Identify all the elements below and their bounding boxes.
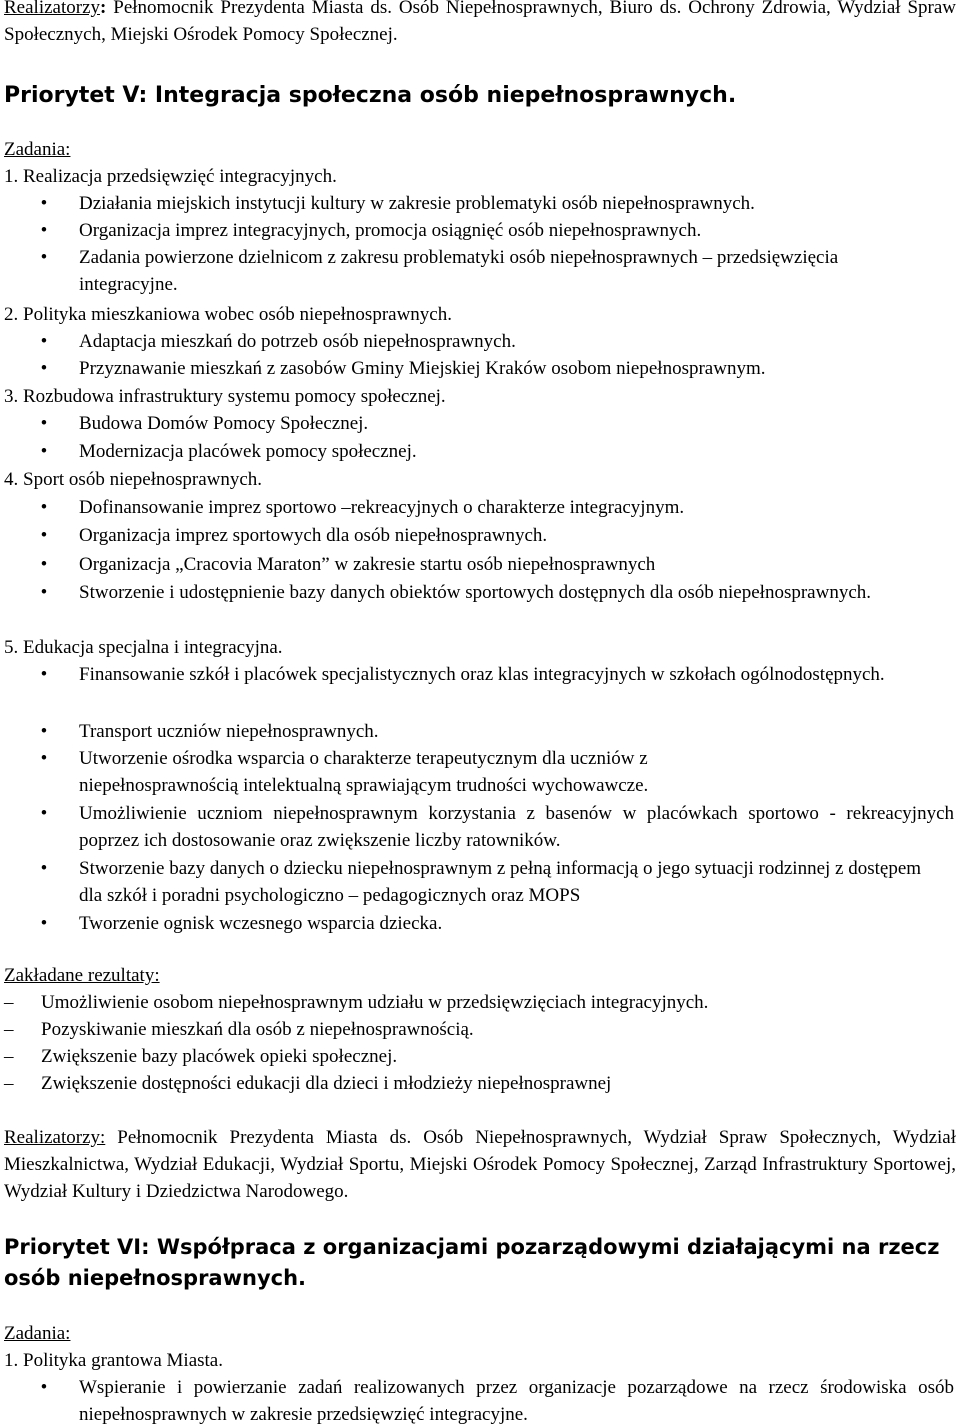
priority-5-title: Priorytet V: Integracja społeczna osób niepełnosprawnych.	[4, 83, 737, 108]
task-2-title: 2. Polityka mieszkaniowa wobec osób niepełnosprawnych.	[4, 304, 452, 325]
realizatorzy-label: Realizatorzy:	[4, 1127, 106, 1148]
priority-6-title: Priorytet VI: Współpraca z organizacjami pozarządowymi działającymi na rzecz osób niepełnosprawnych.	[4, 1235, 940, 1290]
priority-6-task-1-title: 1. Polityka grantowa Miasta.	[4, 1350, 223, 1371]
priority-5-zadania-label: Zadania:	[4, 139, 71, 160]
bullet-icon: •	[40, 1377, 48, 1398]
priority-6-zadania-label: Zadania:	[4, 1323, 71, 1344]
task-5-item-4: Umożliwienie uczniom niepełnosprawnym korzystania z basenów w placówkach sportowo - rekreacyjnych poprzez ich dostosowanie oraz zwiększenie liczby ratowników.	[79, 803, 954, 851]
bullet-icon: •	[40, 525, 48, 546]
task-4-item-2: Organizacja imprez sportowych dla osób niepełnosprawnych.	[79, 525, 548, 546]
task-5-item-6: Tworzenie ognisk wczesnego wsparcia dziecka.	[79, 913, 443, 934]
bullet-icon: •	[40, 858, 48, 879]
task-1-item-1: Działania miejskich instytucji kultury w zakresie problematyki osób niepełnosprawnych.	[79, 193, 755, 214]
bullet-icon: •	[40, 497, 48, 518]
task-5-item-5: Stworzenie bazy danych o dziecku niepełnosprawnym z pełną informacją o jego sytuacji rodzinnej z dostępem dla szkół i poradni psychologiczno – pedagogicznych oraz MOPS	[79, 858, 922, 906]
dash-icon: –	[4, 1019, 14, 1040]
bullet-icon: •	[40, 554, 48, 575]
task-1-title: 1. Realizacja przedsięwzięć integracyjnych.	[4, 166, 337, 187]
task-4-item-4: Stworzenie i udostępnienie bazy danych obiektów sportowych dostępnych dla osób niepełnosprawnych.	[79, 582, 872, 603]
bullet-icon: •	[40, 193, 48, 214]
task-4-title: 4. Sport osób niepełnosprawnych.	[4, 469, 263, 490]
task-3-title: 3. Rozbudowa infrastruktury systemu pomocy społecznej.	[4, 386, 446, 407]
rezultaty-label: Zakładane rezultaty:	[4, 965, 160, 986]
priority-6-task-1-item-1: Wspieranie i powierzanie zadań realizowanych przez organizacje pozarządowe na rzecz środowiska osób niepełnosprawnych w zakresie przedsięwzięć integracyjne.	[79, 1377, 954, 1425]
bullet-icon: •	[40, 582, 48, 603]
dash-icon: –	[4, 1046, 14, 1067]
top-realizatorzy-paragraph: Realizatorzy: Pełnomocnik Prezydenta Miasta ds. Osób Niepełnosprawnych, Biuro ds. Ochrony Zdrowia, Wydział Spraw Społecznych, Miejski Ośrodek Pomocy Społecznej.	[4, 0, 956, 48]
task-4-item-3: Organizacja „Cracovia Maraton” w zakresie startu osób niepełnosprawnych	[79, 554, 656, 575]
realizatorzy-text: Pełnomocnik Prezydenta Miasta ds. Osób Niepełnosprawnych, Biuro ds. Ochrony Zdrowia, Wydział Spraw Społecznych, Miejski Ośrodek Pomocy Społecznej.	[4, 0, 956, 45]
task-3-item-2: Modernizacja placówek pomocy społecznej.	[79, 441, 417, 462]
dash-icon: –	[4, 992, 14, 1013]
rezultat-item-3: Zwiększenie bazy placówek opieki społecznej.	[41, 1046, 398, 1067]
task-5-item-1: Finansowanie szkół i placówek specjalistycznych oraz klas integracyjnych w szkołach ogólnodostępnych.	[79, 664, 885, 685]
task-1-item-3: Zadania powierzone dzielnicom z zakresu problematyki osób niepełnosprawnych – przedsięwzięcia integracyjne.	[79, 247, 839, 295]
realizatorzy-text: Pełnomocnik Prezydenta Miasta ds. Osób Niepełnosprawnych, Wydział Spraw Społecznych, Wydział Mieszkalnictwa, Wydział Edukacji, Wydział Sportu, Miejski Ośrodek Pomocy Społecznej, Zarząd Infrastruktury Sportowej, Wydział Kultury i Dziedzictwa Narodowego.	[4, 1127, 956, 1202]
task-4-item-1: Dofinansowanie imprez sportowo –rekreacyjnych o charakterze integracyjnym.	[79, 497, 685, 518]
rezultat-item-2: Pozyskiwanie mieszkań dla osób z niepełnosprawnością.	[41, 1019, 474, 1040]
bullet-icon: •	[40, 803, 48, 824]
rezultat-item-1: Umożliwienie osobom niepełnosprawnym udziału w przedsięwzięciach integracyjnych.	[41, 992, 709, 1013]
bullet-icon: •	[40, 913, 48, 934]
rezultat-item-4: Zwiększenie dostępności edukacji dla dzieci i młodzieży niepełnosprawnej	[41, 1073, 612, 1094]
priority-5-realizatorzy-paragraph	[4, 1124, 956, 1205]
task-2-item-1: Adaptacja mieszkań do potrzeb osób niepełnosprawnych.	[79, 331, 516, 352]
task-5-item-3: Utworzenie ośrodka wsparcia o charakterze terapeutycznym dla uczniów z niepełnosprawnością intelektualną sprawiającym trudności wychowawcze.	[79, 748, 649, 796]
bullet-icon: •	[40, 721, 48, 742]
bullet-icon: •	[40, 748, 48, 769]
bullet-icon: •	[40, 331, 48, 352]
task-5-item-2: Transport uczniów niepełnosprawnych.	[79, 721, 379, 742]
bullet-icon: •	[40, 247, 48, 268]
dash-icon: –	[4, 1073, 14, 1094]
bullet-icon: •	[40, 664, 48, 685]
realizatorzy-label: Realizatorzy	[4, 0, 101, 18]
bullet-icon: •	[40, 413, 48, 434]
bullet-icon: •	[40, 220, 48, 241]
task-2-item-2: Przyznawanie mieszkań z zasobów Gminy Miejskiej Kraków osobom niepełnosprawnym.	[79, 358, 766, 379]
task-5-title: 5. Edukacja specjalna i integracyjna.	[4, 637, 283, 658]
bullet-icon: •	[40, 358, 48, 379]
task-1-item-2: Organizacja imprez integracyjnych, promocja osiągnięć osób niepełnosprawnych.	[79, 220, 702, 241]
bullet-icon: •	[40, 441, 48, 462]
task-3-item-1: Budowa Domów Pomocy Społecznej.	[79, 413, 369, 434]
